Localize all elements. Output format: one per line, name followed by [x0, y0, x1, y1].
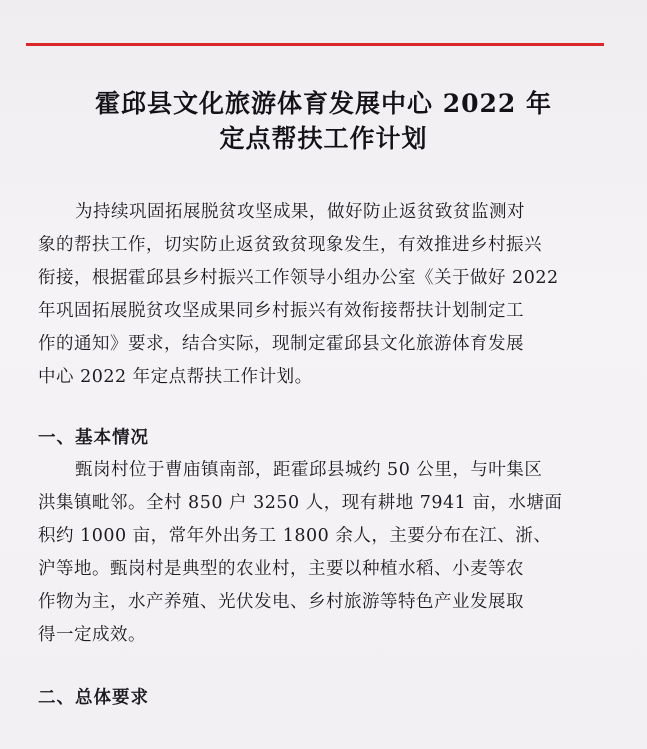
- section-1-paragraph: [38, 454, 618, 652]
- document-title-line-2: 定点帮扶工作计划: [219, 124, 428, 153]
- section-1-line: 洪集镇毗邻。全村 850 户 3250 人，现有耕地 7941 亩，水塘面: [38, 493, 563, 513]
- intro-line: 作的通知》要求，结合实际，现制定霍邱县文化旅游体育发展: [38, 334, 524, 354]
- document-title-line-1: 霍邱县文化旅游体育发展中心 2022 年: [95, 89, 552, 118]
- section-1-line: 沪等地。甄岗村是典型的农业村，主要以种植水稻、小麦等农: [38, 559, 524, 579]
- section-1-line: 甄岗村位于曹庙镇南部，距霍邱县城约 50 公里，与叶集区: [75, 460, 543, 480]
- intro-line: 年巩固拓展脱贫攻坚成果同乡村振兴有效衔接帮扶计划制定工: [38, 301, 524, 321]
- intro-line: 为持续巩固拓展脱贫攻坚成果，做好防止返贫致贫监测对: [75, 202, 525, 222]
- section-1-line: 得一定成效。: [38, 625, 146, 645]
- intro-paragraph: [38, 196, 618, 394]
- section-1-heading: 一、基本情况: [38, 428, 149, 448]
- red-header-rule: [26, 43, 604, 46]
- intro-line: 中心 2022 年定点帮扶工作计划。: [38, 367, 313, 387]
- section-1-line: 作物为主，水产养殖、光伏发电、乡村旅游等特色产业发展取: [38, 592, 524, 612]
- intro-line: 象的帮扶工作，切实防止返贫致贫现象发生，有效推进乡村振兴: [38, 235, 542, 255]
- section-1-line: 积约 1000 亩，常年外出务工 1800 余人，主要分布在江、浙、: [38, 526, 552, 546]
- section-2-heading: 二、总体要求: [38, 688, 149, 708]
- intro-line: 衔接，根据霍邱县乡村振兴工作领导小组办公室《关于做好 2022: [38, 268, 559, 288]
